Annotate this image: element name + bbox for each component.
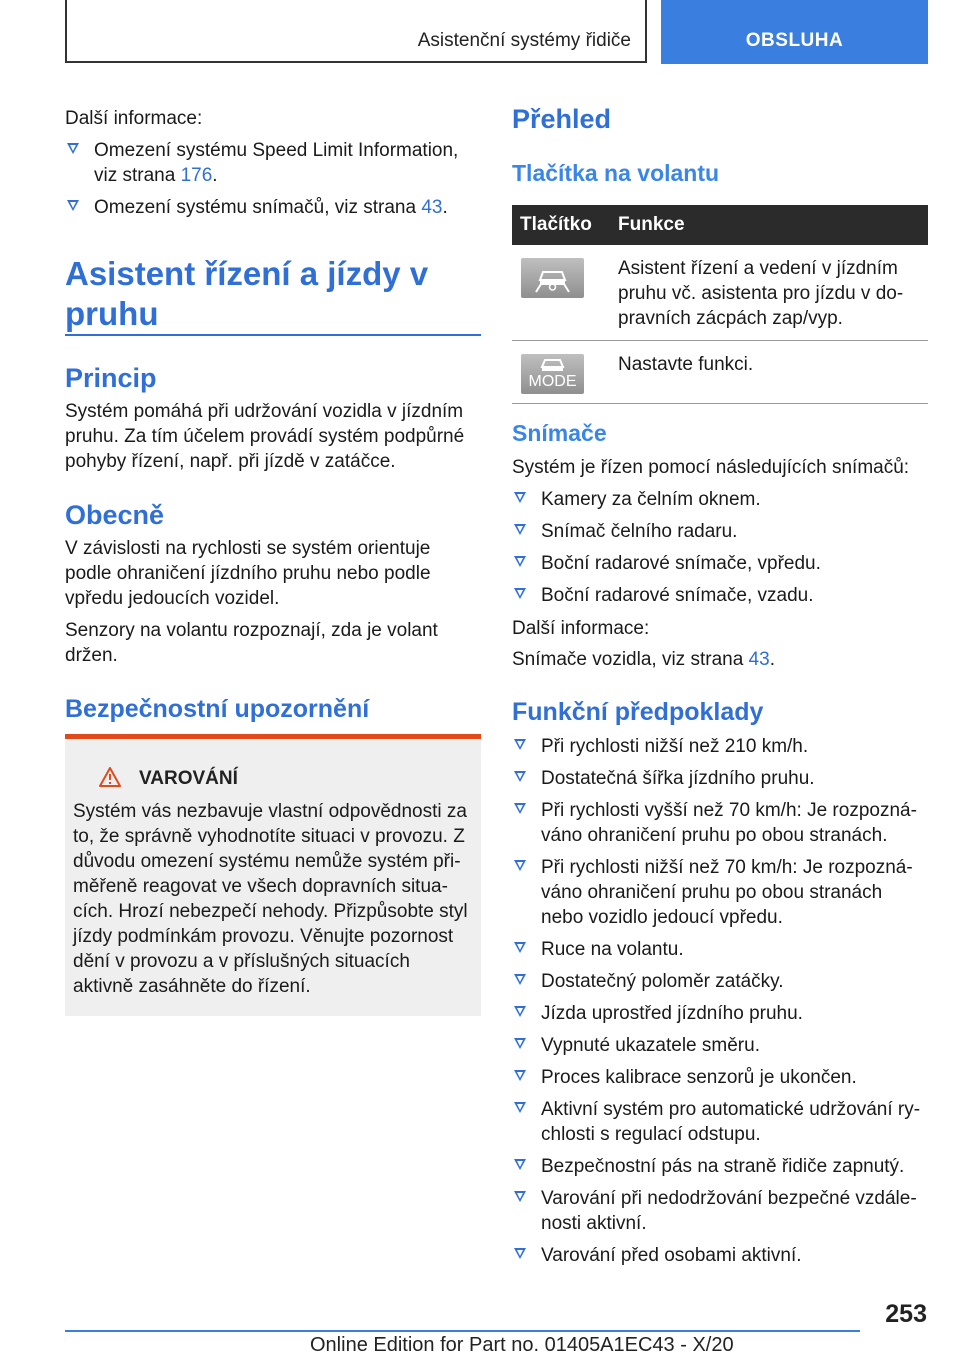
prehled-heading: Přehled bbox=[512, 104, 612, 134]
triangle-bullet-icon bbox=[514, 1248, 526, 1259]
table-header-button: Tlačítko bbox=[512, 205, 610, 245]
list-item-text: Jízda uprostřed jízdního pruhu. bbox=[541, 1003, 803, 1024]
lane-assist-icon bbox=[521, 258, 584, 298]
sensors-list bbox=[512, 487, 928, 608]
triangle-bullet-icon bbox=[514, 1191, 526, 1202]
triangle-bullet-icon bbox=[67, 143, 79, 154]
obecne-text-2: Senzory na volantu rozpoznají, zda je volant držen. bbox=[65, 620, 438, 666]
list-item-text: Boční radarové snímače, vzadu. bbox=[541, 585, 814, 606]
list-item bbox=[512, 734, 928, 759]
sensors-heading: Snímače bbox=[512, 420, 607, 446]
triangle-bullet-icon bbox=[67, 200, 79, 211]
triangle-bullet-icon bbox=[514, 1006, 526, 1017]
triangle-bullet-icon bbox=[514, 1159, 526, 1170]
page-link[interactable]: 43 bbox=[748, 649, 770, 670]
sensors-more-suffix: . bbox=[769, 649, 775, 670]
safety-heading: Bezpečnostní upozornění bbox=[65, 695, 370, 723]
list-item-text: Varování před osobami aktivní. bbox=[541, 1245, 802, 1266]
obecne-heading: Obecně bbox=[65, 500, 165, 530]
list-item-suffix: . bbox=[212, 165, 218, 186]
princip-text: Systém pomáhá při udržování vozidla v jízdním pruhu. Za tím účelem provádí systém podpůrné pohyby řízení, např. při jízdě v zatáčce. bbox=[65, 401, 465, 472]
page-number: 253 bbox=[885, 1300, 927, 1328]
list-item bbox=[512, 487, 928, 512]
section-divider bbox=[65, 334, 481, 336]
triangle-bullet-icon bbox=[514, 1070, 526, 1081]
page-header bbox=[65, 0, 928, 64]
chapter-title: Asistenční systémy řidiče bbox=[417, 30, 631, 51]
sensors-more-line bbox=[512, 647, 928, 672]
table-header-function: Funkce bbox=[610, 205, 928, 245]
list-item-suffix: . bbox=[442, 197, 448, 218]
list-item bbox=[512, 1065, 928, 1090]
list-item bbox=[512, 1154, 928, 1179]
section-title-line1: Asistent řízení a jízdy v bbox=[65, 255, 429, 292]
warning-text: Systém vás nezbavuje vlastní odpovědnosti za to, že správně vyhodnotíte situaci v provozu. Z důvodu omezení systému nemůže systém při- měřeně reagovat ve všech dopravních situa- cích. Hrozí nebezpečí nehody. Přizpůsobte styl jízdy podmínkám provozu. Věnujte pozornost dění v provozu a v příslušných situacích aktivně zasáhněte do řízení. bbox=[73, 801, 468, 997]
triangle-bullet-icon bbox=[514, 942, 526, 953]
footer-edition: Online Edition for Part no. 01405A1EC43 - X/20 bbox=[310, 1334, 734, 1356]
list-item-text: Vypnuté ukazatele směru. bbox=[541, 1035, 760, 1056]
warning-triangle-icon bbox=[99, 767, 121, 787]
table-cell-icon bbox=[512, 341, 610, 404]
section-title-line2: pruhu bbox=[65, 295, 159, 332]
princip-heading: Princip bbox=[65, 363, 157, 393]
list-item-text: Při rychlosti nižší než 70 km/h: Je rozpozná- váno ohraničení pruhu po obou stranách nebo vozidlo jedoucí vpředu. bbox=[541, 857, 913, 928]
list-item-text: Bezpečnostní pás na straně řidiče zapnutý. bbox=[541, 1156, 905, 1177]
triangle-bullet-icon bbox=[514, 1038, 526, 1049]
table-cell-function: Asistent řízení a vedení v jízdním pruhu vč. asistenta pro jízdu v do- pravních zácpách zap/vyp. bbox=[610, 245, 928, 341]
mode-icon bbox=[521, 354, 584, 394]
list-item-text: Omezení systému Speed Limit Information, viz strana bbox=[94, 140, 459, 186]
buttons-table bbox=[512, 205, 928, 404]
list-item bbox=[512, 937, 928, 962]
triangle-bullet-icon bbox=[514, 803, 526, 814]
list-item-text: Při rychlosti vyšší než 70 km/h: Je rozpozná- váno ohraničení pruhu po obou stranách. bbox=[541, 800, 917, 846]
list-item bbox=[512, 551, 928, 576]
header-frame bbox=[65, 0, 647, 63]
sensors-more-text: Snímače vozidla, viz strana bbox=[512, 649, 749, 670]
table-cell-icon bbox=[512, 245, 610, 341]
list-item-text: Aktivní systém pro automatické udržování ry- chlosti s regulací odstupu. bbox=[541, 1099, 921, 1145]
list-item bbox=[512, 1097, 928, 1147]
list-item bbox=[512, 969, 928, 994]
table-row bbox=[512, 245, 928, 341]
table-cell-function: Nastavte funkci. bbox=[610, 341, 928, 404]
triangle-bullet-icon bbox=[514, 1102, 526, 1113]
sensors-more-label: Další informace: bbox=[512, 618, 650, 639]
more-info-list bbox=[65, 138, 481, 220]
list-item bbox=[512, 1243, 928, 1268]
prereq-heading: Funkční předpoklady bbox=[512, 698, 764, 726]
table-row bbox=[512, 341, 928, 404]
list-item bbox=[512, 1186, 928, 1236]
sensors-intro: Systém je řízen pomocí následujících snímačů: bbox=[512, 457, 910, 478]
triangle-bullet-icon bbox=[514, 492, 526, 503]
list-item-text: Snímač čelního radaru. bbox=[541, 521, 738, 542]
triangle-bullet-icon bbox=[514, 556, 526, 567]
footer-divider bbox=[65, 1330, 860, 1332]
mode-icon-label: MODE bbox=[528, 373, 577, 390]
list-item bbox=[512, 798, 928, 848]
list-item-text: Boční radarové snímače, vpředu. bbox=[541, 553, 821, 574]
list-item-text: Dostatečný poloměr zatáčky. bbox=[541, 971, 784, 992]
section-tab bbox=[661, 0, 928, 64]
triangle-bullet-icon bbox=[514, 860, 526, 871]
prereq-list bbox=[512, 734, 928, 1268]
list-item-text: Dostatečná šířka jízdního pruhu. bbox=[541, 768, 815, 789]
section-tab-label: OBSLUHA bbox=[745, 30, 844, 51]
list-item bbox=[65, 138, 481, 188]
warning-box bbox=[65, 734, 481, 1016]
warning-label: VAROVÁNÍ bbox=[139, 768, 238, 789]
page-link[interactable]: 43 bbox=[421, 197, 443, 218]
section-heading bbox=[65, 254, 481, 334]
obecne-text-1: V závislosti na rychlosti se systém orientuje podle ohraničení jízdního pruhu nebo podle vpředu jedoucích vozidel. bbox=[65, 538, 431, 609]
list-item bbox=[512, 855, 928, 930]
triangle-bullet-icon bbox=[514, 739, 526, 750]
page-link[interactable]: 176 bbox=[180, 165, 213, 186]
warning-title bbox=[73, 767, 238, 790]
list-item-text: Při rychlosti nižší než 210 km/h. bbox=[541, 736, 809, 757]
triangle-bullet-icon bbox=[514, 771, 526, 782]
buttons-heading: Tlačítka na volantu bbox=[512, 160, 720, 186]
triangle-bullet-icon bbox=[514, 974, 526, 985]
list-item bbox=[512, 766, 928, 791]
list-item bbox=[512, 1033, 928, 1058]
list-item-text: Kamery za čelním oknem. bbox=[541, 489, 761, 510]
triangle-bullet-icon bbox=[514, 524, 526, 535]
more-info-label: Další informace: bbox=[65, 108, 203, 129]
list-item-text: Proces kalibrace senzorů je ukončen. bbox=[541, 1067, 857, 1088]
list-item bbox=[512, 583, 928, 608]
list-item-text: Omezení systému snímačů, viz strana bbox=[94, 197, 422, 218]
list-item bbox=[512, 1001, 928, 1026]
list-item-text: Varování při nedodržování bezpečné vzdále- nosti aktivní. bbox=[541, 1188, 917, 1234]
list-item bbox=[512, 519, 928, 544]
list-item bbox=[65, 195, 481, 220]
list-item-text: Ruce na volantu. bbox=[541, 939, 684, 960]
triangle-bullet-icon bbox=[514, 588, 526, 599]
